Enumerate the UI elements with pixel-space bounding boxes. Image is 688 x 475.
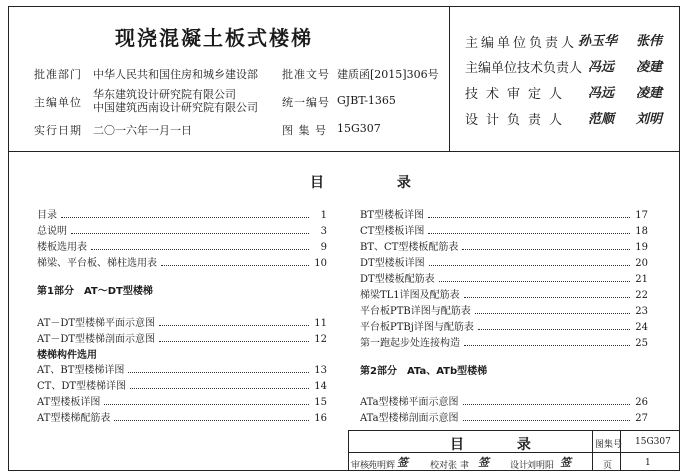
toc-item[interactable] xyxy=(37,330,327,345)
approval-doc-label: 批准文号 xyxy=(282,68,330,81)
signature-1a: 冯远 xyxy=(588,60,615,75)
leader-dots xyxy=(475,313,630,314)
part1-title: 第1部分 AT～DT型楼梯 xyxy=(37,286,153,297)
toc-item-page: 25 xyxy=(635,338,648,349)
atlas-no-value: 15G307 xyxy=(337,122,381,135)
signature-2b: 凌建 xyxy=(636,86,663,101)
unified-no-label: 统一编号 xyxy=(282,96,330,109)
toc-item[interactable] xyxy=(360,334,648,349)
toc-item-label: 梯梁TL1详图及配筋表 xyxy=(360,290,460,301)
toc-item-label: AT、BT型楼梯详图 xyxy=(37,365,125,376)
approval-doc-value: 建质函[2015]306号 xyxy=(337,68,439,81)
toc-item-label: BT、CT型楼板配筋表 xyxy=(360,242,459,253)
toc-item[interactable] xyxy=(360,238,648,253)
header-bottom-rule xyxy=(8,151,680,152)
toc-item[interactable] xyxy=(37,409,327,424)
toc-item-page: 22 xyxy=(635,290,648,301)
toc-item[interactable] xyxy=(37,238,327,253)
toc-item[interactable] xyxy=(360,270,648,285)
review-signature: 签 xyxy=(397,456,408,469)
leader-dots xyxy=(478,329,630,330)
leader-dots xyxy=(91,249,309,250)
toc-item-page: 17 xyxy=(635,210,648,221)
toc-item-page: 10 xyxy=(314,258,327,269)
approval-dept-value: 中华人民共和国住房和城乡建设部 xyxy=(93,68,258,81)
leader-dots xyxy=(428,217,630,218)
toc-item[interactable] xyxy=(37,254,327,269)
unified-no-value: GJBT-1365 xyxy=(337,94,396,107)
toc-item-label: 总说明 xyxy=(37,226,67,237)
editor-unit-value-1: 华东建筑设计研究院有限公司 xyxy=(93,88,236,101)
toc-item-page: 1 xyxy=(320,210,327,221)
toc-item-page: 27 xyxy=(635,413,648,424)
toc-item-label: 第一跑起步处连接构造 xyxy=(360,338,460,349)
toc-item-label: 梯梁、平台板、梯柱选用表 xyxy=(37,258,157,269)
toc-item-page: 3 xyxy=(320,226,327,237)
toc-item[interactable] xyxy=(360,302,648,317)
signature-1b: 凌建 xyxy=(636,60,663,75)
toc-item[interactable] xyxy=(37,361,327,376)
leader-dots xyxy=(161,265,309,266)
leader-dots xyxy=(428,233,630,234)
signature-3b: 刘明 xyxy=(636,112,663,127)
resp-label-2: 技术审定人 xyxy=(465,87,571,102)
leader-dots xyxy=(463,420,630,421)
leader-dots xyxy=(104,404,309,405)
leader-dots xyxy=(463,404,630,405)
check-name: 张 聿 xyxy=(448,461,469,471)
signature-0a: 孙玉华 xyxy=(578,34,618,49)
leader-dots xyxy=(71,233,309,234)
toc-item-page: 15 xyxy=(314,397,327,408)
toc-item-label: AT型楼梯配筋表 xyxy=(37,413,111,424)
title-block-divider xyxy=(592,430,593,471)
resp-label-3: 设计负责人 xyxy=(465,113,571,128)
design-name: 刘明阳 xyxy=(527,461,555,471)
toc-item[interactable] xyxy=(360,286,648,301)
toc-item-label: ATa型楼梯平面示意图 xyxy=(360,397,459,408)
impl-date-value: 二〇一六年一月一日 xyxy=(93,124,192,137)
toc-item-label: 目录 xyxy=(37,210,57,221)
atlas-value: 15G307 xyxy=(635,437,671,447)
toc-item-label: AT型楼板详图 xyxy=(37,397,101,408)
leader-dots xyxy=(464,297,630,298)
toc-item[interactable] xyxy=(37,393,327,408)
design-label: 设计 xyxy=(510,461,529,471)
signature-3a: 范顺 xyxy=(588,112,615,127)
signature-0b: 张伟 xyxy=(636,34,663,49)
toc-item-label: ATa型楼梯剖面示意图 xyxy=(360,413,459,424)
leader-dots xyxy=(128,372,309,373)
leader-dots xyxy=(159,341,309,342)
leader-dots xyxy=(462,249,630,250)
review-name: 苑明辉 xyxy=(368,461,396,471)
title-block-title: 目 录 xyxy=(450,437,555,453)
leader-dots xyxy=(130,388,309,389)
editor-unit-value-2: 中国建筑西南设计研究院有限公司 xyxy=(93,101,258,114)
toc-item-page: 19 xyxy=(635,242,648,253)
toc-item[interactable] xyxy=(360,409,648,424)
toc-item-label: 平台板PTBj详图与配筋表 xyxy=(360,322,474,333)
check-label: 校对 xyxy=(430,461,449,471)
toc-item-page: 14 xyxy=(314,381,327,392)
impl-date-label: 实行日期 xyxy=(34,124,82,137)
toc-heading: 目 录 xyxy=(310,175,445,191)
toc-item-label: CT、DT型楼梯详图 xyxy=(37,381,127,392)
toc-item-label: DT型楼板详图 xyxy=(360,258,425,269)
toc-item-page: 21 xyxy=(635,274,648,285)
toc-item[interactable] xyxy=(360,393,648,408)
toc-item-page: 9 xyxy=(320,242,327,253)
toc-item-page: 18 xyxy=(635,226,648,237)
toc-item[interactable] xyxy=(37,206,327,221)
resp-label-1: 主编单位技术负责人 xyxy=(465,61,583,76)
atlas-no-label: 图 集 号 xyxy=(282,124,327,137)
atlas-label: 图集号 xyxy=(595,440,623,450)
toc-item[interactable] xyxy=(360,254,648,269)
toc-item[interactable] xyxy=(360,318,648,333)
signature-2a: 冯远 xyxy=(588,86,615,101)
components-title: 楼梯构件选用 xyxy=(37,350,97,361)
leader-dots xyxy=(429,265,630,266)
toc-item[interactable] xyxy=(37,377,327,392)
toc-item-label: DT型楼板配筋表 xyxy=(360,274,435,285)
leader-dots xyxy=(464,345,630,346)
toc-item-label: 平台板PTB详图与配筋表 xyxy=(360,306,471,317)
page-title: 现浇混凝土板式楼梯 xyxy=(115,26,313,50)
leader-dots xyxy=(439,281,630,282)
part2-title: 第2部分 ATa、ATb型楼梯 xyxy=(360,366,488,377)
toc-item-label: BT型楼板详图 xyxy=(360,210,425,221)
page-label: 页 xyxy=(603,461,613,471)
toc-item-label: 楼板选用表 xyxy=(37,242,87,253)
approval-dept-label: 批准部门 xyxy=(34,68,82,81)
header-divider xyxy=(449,6,450,151)
toc-item-page: 23 xyxy=(635,306,648,317)
review-label: 审核 xyxy=(351,461,370,471)
toc-item[interactable] xyxy=(360,206,648,221)
toc-item-page: 12 xyxy=(314,334,327,345)
leader-dots xyxy=(114,420,309,421)
design-signature: 签 xyxy=(560,456,571,469)
resp-label-0: 主编单位负责人 xyxy=(465,36,578,51)
toc-item-page: 16 xyxy=(314,413,327,424)
toc-item[interactable] xyxy=(37,314,327,329)
editor-unit-label: 主编单位 xyxy=(34,96,82,109)
toc-item-page: 11 xyxy=(314,318,327,329)
leader-dots xyxy=(159,325,309,326)
toc-item-label: CT型楼板详图 xyxy=(360,226,425,237)
toc-item-page: 26 xyxy=(635,397,648,408)
toc-item-label: AT－DT型楼梯平面示意图 xyxy=(37,318,156,329)
toc-item-page: 20 xyxy=(635,258,648,269)
leader-dots xyxy=(61,217,309,218)
toc-item-page: 24 xyxy=(635,322,648,333)
page-value: 1 xyxy=(645,458,651,468)
toc-item-page: 13 xyxy=(314,365,327,376)
toc-item[interactable] xyxy=(360,222,648,237)
toc-item-label: AT－DT型楼梯剖面示意图 xyxy=(37,334,156,345)
toc-item[interactable] xyxy=(37,222,327,237)
check-signature: 签 xyxy=(478,456,489,469)
